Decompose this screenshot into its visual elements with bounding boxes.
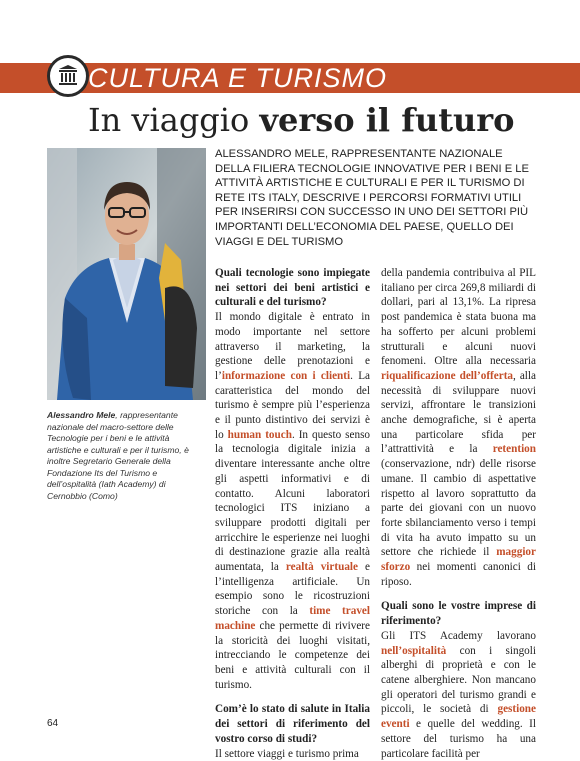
text-run: (conservazione, ndr) delle risorse umane. Il cambio di aspettative rispetto al lavoro soprattutto da parte dei giovani con un nuovo forte sbilanciamento verso i tempi di vita ha avuto impatto su un settore che richiede il: [381, 458, 536, 558]
answer-paragraph-3: [381, 629, 536, 761]
highlight-term: riqualificazione dell’offerta: [381, 370, 513, 382]
highlight-term: realtà virtuale: [286, 561, 358, 573]
highlight-term: retention: [493, 443, 536, 455]
text-run: Gli ITS Academy lavorano: [381, 630, 536, 642]
headline-part2: verso il futuro: [259, 101, 514, 139]
article-headline: [88, 100, 515, 140]
answer-paragraph-2: Il settore viaggi e turismo prima: [215, 747, 370, 761]
text-run: Il mondo digitale è entrato in modo importante nel settore attraverso il marketing, la gestione delle prenotazioni e l’: [215, 311, 370, 382]
text-run: e quelle del wedding. Il settore del turismo ha una particolare facilità per: [381, 718, 536, 759]
highlight-term: gestione eventi: [381, 703, 536, 730]
question-2: Com’è lo stato di salute in Italia dei settori di riferimento del vostro corso di studi?: [215, 702, 370, 746]
question-3: Quali sono le vostre imprese di riferimento?: [381, 599, 536, 628]
text-run: e l’intelligenza artificiale. Un esempio sono le ricostruzioni storiche con la: [215, 561, 370, 617]
article-column-2: [381, 266, 536, 761]
headline-part1: In viaggio: [88, 101, 259, 139]
section-title: CULTURA E TURISMO: [88, 62, 387, 94]
text-run: nei momenti canonici di riposo.: [381, 561, 536, 588]
article-lead: ALESSANDRO MELE, RAPPRESENTANTE NAZIONALE DELLA FILIERA TECNOLOGIE INNOVATIVE PER I BENI E LE ATTIVITÀ ARTISTICHE E CULTURALI E PER IL TURISMO DI RETE ITS ITALY, DESCRIVE I PERCORSI FORMATIVI UTILI PER INSERIRSI CON SUCCESSO IN UNO DEI SETTORI PIÙ IMPORTANTI DELL’ECONOMIA DEL PAESE, QUELLO DEI VIAGGI E DEL TURISMO: [215, 147, 535, 249]
photo-caption: [47, 410, 197, 502]
portrait-photo: [47, 148, 206, 400]
highlight-term: time travel machine: [215, 605, 370, 632]
text-run: . La caratteristica del mondo del turismo è sempre più l’esperienza e il punto distintivo dei servizi è lo: [215, 370, 370, 441]
text-run: . In questo senso la tecnologia digitale inizia a diventare interessante anche oltre gli aspetti informativi e di contatto. Alcuni laboratori tecnologici ITS iniziano a sviluppare prodotti digitali per arricchire le esperienze nei luoghi di destinazione grazie alla realtà aumentata, la: [215, 429, 370, 573]
answer-paragraph-2-continued: [381, 266, 536, 589]
highlight-term: maggior sforzo: [381, 546, 536, 573]
caption-name: Alessandro Mele: [47, 410, 115, 420]
question-1: Quali tecnologie sono impiegate nei settori dei beni artistici e culturali e del turismo?: [215, 266, 370, 310]
text-run: che permette di rivivere la storicità dei luoghi visitati, intrecciando le competenze dei beni e attività culturali con il turismo.: [215, 620, 370, 691]
article-column-1: [215, 266, 370, 761]
column-pillar-icon: [57, 64, 79, 86]
text-run: della pandemia contribuiva al PIL italiano per circa 269,8 miliardi di dollari, pari al 13,1%. La ripresa post pandemica è stata buona ma ha sofferto per alcuni problemi strutturali e alcuni nuovi fenomeni. Oltre alla necessaria: [381, 267, 536, 367]
text-run: , alla necessità di sviluppare nuovi servizi, affrontare le transizioni anche demografiche, si è aperta una particolare sfida per l’attrattività e la: [381, 370, 536, 456]
section-badge: [47, 55, 89, 97]
caption-text: , rappresentante nazionale del macro-settore delle Tecnologie per i beni e le attività artistiche e culturali e per il turismo, è inoltre Segretario Generale della Fondazione Its del Turismo e dell’ospitalità (Iath Academy) di Cernobbio (Como): [47, 410, 189, 501]
page-number: 64: [47, 718, 58, 729]
text-run: con i singoli alberghi di proprietà e con le catene alberghiere. Non mancano gli operatori del turismo grandi e piccoli, le società di: [381, 645, 536, 716]
highlight-term: informazione con i clienti: [222, 370, 350, 382]
highlight-term: nell’ospitalità: [381, 645, 446, 657]
answer-paragraph-1: [215, 310, 370, 692]
highlight-term: human touch: [228, 429, 292, 441]
